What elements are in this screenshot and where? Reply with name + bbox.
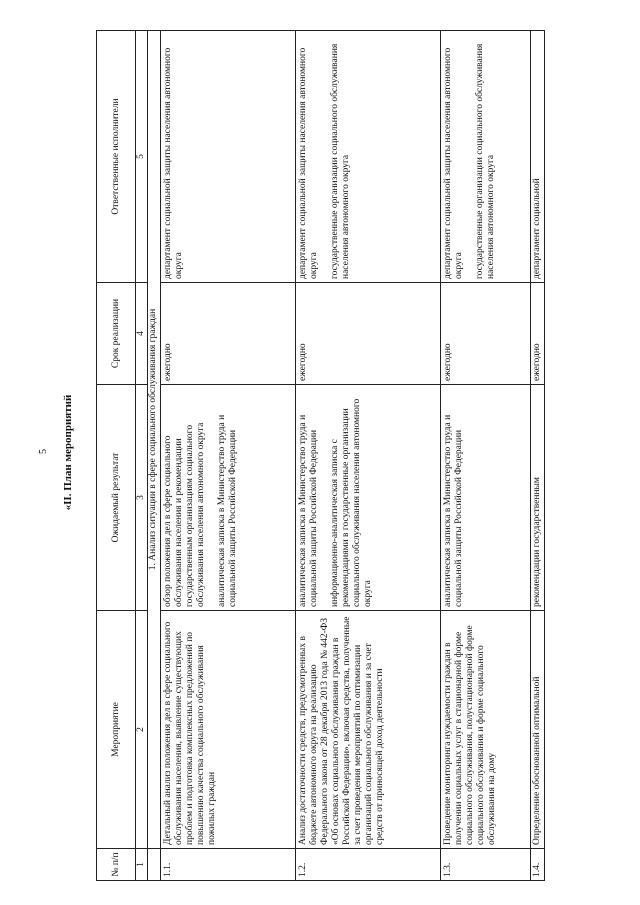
row-number: 1.2. <box>296 849 441 881</box>
row-term: ежегодно <box>296 283 441 385</box>
row-result <box>441 385 531 611</box>
result-paragraph: аналитическая записка в Министерство труда и социальной защиты Российской Федерации <box>443 414 464 607</box>
plan-table <box>96 30 545 881</box>
row-result <box>531 385 545 611</box>
executor-paragraph: государственные организации социального обслуживания населения автономного округа <box>330 43 351 279</box>
table-header-row <box>97 31 136 881</box>
section-title: 1. Анализ ситуации в сфере социального обслуживания граждан <box>148 31 161 849</box>
table-row <box>161 31 296 881</box>
result-paragraph: информационно-аналитическая записка с рекомендациями в государственные организации социального обслуживания населения автономного округа <box>330 398 373 607</box>
row-term: ежегодно <box>531 283 545 385</box>
row-number: 1.4. <box>531 849 545 881</box>
column-number: 2 <box>136 611 148 849</box>
column-numbers-row <box>136 31 148 881</box>
row-term: ежегодно <box>161 283 296 385</box>
row-executors <box>531 31 545 283</box>
row-executors <box>161 31 296 283</box>
header-activity: Мероприятие <box>97 611 136 849</box>
row-activity: Детальный анализ положения дел в сфере социального обслуживания населения, выявление существующих проблем и подготовка комплексных предложений по повышению качества социального обслуживания пожилых граждан <box>161 611 296 849</box>
row-result <box>161 385 296 611</box>
header-term: Срок реализации <box>97 283 136 385</box>
result-paragraph: аналитическая записка в Министерство труда и социальной защиты Российской Федерации <box>298 414 319 607</box>
row-activity: Определение обоснованной оптимальной <box>531 611 545 849</box>
row-executors <box>296 31 441 283</box>
result-paragraph: рекомендации государственным <box>532 477 542 607</box>
column-number: 1 <box>136 849 148 881</box>
result-paragraph: аналитическая записка в Министерство труда и социальной защиты Российской Федерации <box>217 414 238 607</box>
executor-paragraph: департамент социальной защиты населения автономного округа <box>163 47 184 279</box>
row-executors <box>441 31 531 283</box>
result-paragraph: обзор положения дел в сфере социального обслуживания населения и рекомендации государственным организациям социального обслуживания населения автономного округа <box>163 422 206 607</box>
table-row <box>296 31 441 881</box>
executor-paragraph: департамент социальной <box>532 178 542 279</box>
row-number: 1.3. <box>441 849 531 881</box>
section-row <box>148 31 161 881</box>
executor-paragraph: департамент социальной защиты населения автономного округа <box>298 47 319 279</box>
column-number: 5 <box>136 31 148 283</box>
column-number: 4 <box>136 283 148 385</box>
header-executors: Ответственные исполнители <box>97 31 136 283</box>
row-activity: Проведение мониторинга нуждаемости граждан в получении социальных услуг в стационарной форме социального обслуживания, полустационарной форме социального обслуживания и форме социального обслуживания на дому <box>441 611 531 849</box>
executor-paragraph: государственные организации социального обслуживания населения автономного округа <box>475 43 496 279</box>
row-result <box>296 385 441 611</box>
header-result: Ожидаемый результат <box>97 385 136 611</box>
section-blank-cell <box>148 849 161 881</box>
table-row <box>441 31 531 881</box>
column-number: 3 <box>136 385 148 611</box>
row-term: ежегодно <box>441 283 531 385</box>
table-row <box>531 31 545 881</box>
page-number: 5 <box>38 449 49 454</box>
header-number: № п/п <box>97 849 136 881</box>
row-number: 1.1. <box>161 849 296 881</box>
row-activity: Анализ достаточности средств, предусмотренных в бюджете автономного округа на реализацию Федерального закона от 28 декабря 2013 года № 442-ФЗ «Об основах социального обслуживания граждан в Российской Федерации», включая средства, полученные за счет проведения мероприятий по оптимизации организаций социального обслуживания и за счет средств от приносящей доход деятельности <box>296 611 441 849</box>
section-heading: «II. План мероприятий <box>62 394 74 511</box>
executor-paragraph: департамент социальной защиты населения автономного округа <box>443 47 464 279</box>
